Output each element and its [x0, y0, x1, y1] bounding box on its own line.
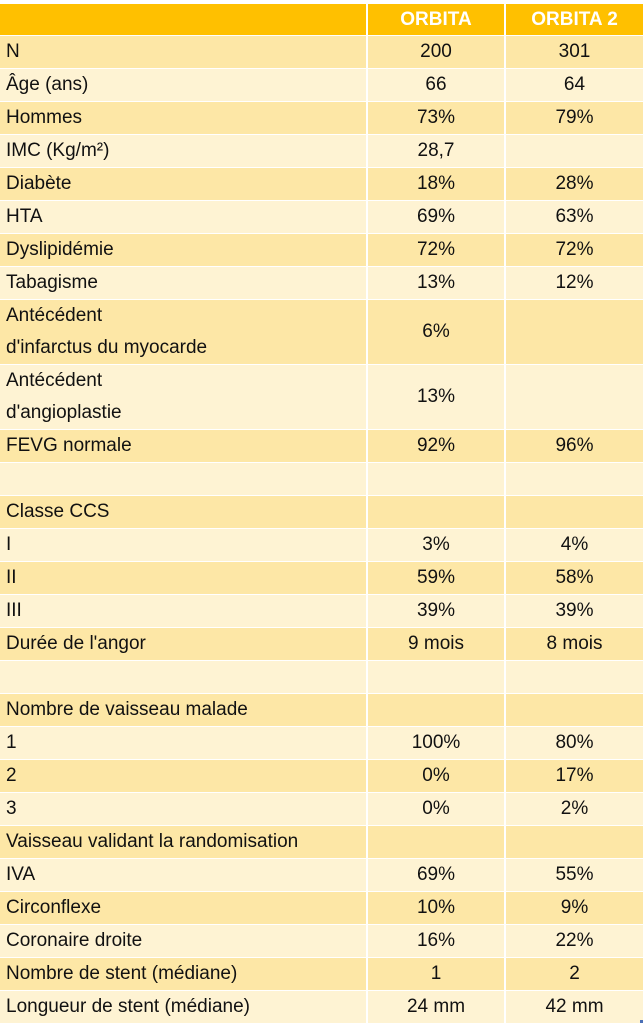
orbita-2-value: 63% [506, 201, 643, 233]
orbita-value: 69% [368, 859, 506, 891]
orbita-2-value: 64 [506, 69, 643, 101]
row-label [0, 463, 368, 495]
orbita-2-value [506, 496, 643, 528]
orbita-value: 72% [368, 234, 506, 266]
table-row [0, 595, 643, 628]
orbita-2-value: 301 [506, 36, 643, 68]
table-header-row [0, 4, 643, 36]
orbita-2-value: 58% [506, 562, 643, 594]
row-label: HTA [0, 201, 368, 233]
table-row [0, 267, 643, 300]
orbita-value [368, 694, 506, 726]
orbita-2-value: 28% [506, 168, 643, 200]
orbita-value: 28,7 [368, 135, 506, 167]
orbita-value: 24 mm [368, 991, 506, 1023]
table-row [0, 760, 643, 793]
row-label: 1 [0, 727, 368, 759]
orbita-value: 66 [368, 69, 506, 101]
orbita-2-value [506, 365, 643, 429]
table-row [0, 463, 643, 496]
orbita-2-value: 8 mois [506, 628, 643, 660]
row-label: IVA [0, 859, 368, 891]
orbita-value: 3% [368, 529, 506, 561]
orbita-2-value [506, 300, 643, 364]
row-label: Coronaire droite [0, 925, 368, 957]
row-label: Durée de l'angor [0, 628, 368, 660]
table-row [0, 36, 643, 69]
orbita-value: 18% [368, 168, 506, 200]
orbita-2-value: 96% [506, 430, 643, 462]
orbita-value: 100% [368, 727, 506, 759]
orbita-value: 92% [368, 430, 506, 462]
row-label: Hommes [0, 102, 368, 134]
row-label: Antécédent d'angioplastie [0, 365, 368, 429]
table-row [0, 793, 643, 826]
orbita-2-value: 22% [506, 925, 643, 957]
orbita-value: 200 [368, 36, 506, 68]
orbita-2-value [506, 826, 643, 858]
orbita-value: 6% [368, 300, 506, 364]
row-label: Dyslipidémie [0, 234, 368, 266]
orbita-2-value [506, 463, 643, 495]
row-label: Âge (ans) [0, 69, 368, 101]
orbita-2-value: 79% [506, 102, 643, 134]
orbita-value: 73% [368, 102, 506, 134]
table-row [0, 496, 643, 529]
orbita-value: 1 [368, 958, 506, 990]
table-row [0, 300, 643, 365]
orbita-value [368, 463, 506, 495]
orbita-2-value: 80% [506, 727, 643, 759]
table-row [0, 430, 643, 463]
table-row [0, 135, 643, 168]
comparison-table [0, 4, 643, 1024]
row-label: Longueur de stent (médiane) [0, 991, 368, 1023]
table-row [0, 234, 643, 267]
table-row [0, 727, 643, 760]
orbita-value: 13% [368, 267, 506, 299]
row-label: II [0, 562, 368, 594]
orbita-2-value: 12% [506, 267, 643, 299]
row-label: Antécédent d'infarctus du myocarde [0, 300, 368, 364]
row-label: 3 [0, 793, 368, 825]
table-row [0, 694, 643, 727]
row-label: Nombre de stent (médiane) [0, 958, 368, 990]
table-row [0, 201, 643, 234]
row-label [0, 661, 368, 693]
table-row [0, 892, 643, 925]
row-label: Circonflexe [0, 892, 368, 924]
orbita-2-value: 9% [506, 892, 643, 924]
orbita-2-value: 17% [506, 760, 643, 792]
table-row [0, 859, 643, 892]
orbita-value: 0% [368, 793, 506, 825]
orbita-2-value [506, 694, 643, 726]
table-row [0, 102, 643, 135]
row-label: FEVG normale [0, 430, 368, 462]
table-row [0, 562, 643, 595]
row-label: IMC (Kg/m²) [0, 135, 368, 167]
table-row [0, 925, 643, 958]
orbita-value [368, 496, 506, 528]
orbita-value: 69% [368, 201, 506, 233]
table-row [0, 69, 643, 102]
orbita-2-value: 42 mm [506, 991, 643, 1023]
table-row [0, 958, 643, 991]
orbita-value [368, 826, 506, 858]
orbita-2-value: 39% [506, 595, 643, 627]
orbita-2-value [506, 661, 643, 693]
table-row [0, 168, 643, 201]
header-orbita: ORBITA [368, 4, 506, 35]
orbita-value: 10% [368, 892, 506, 924]
header-label-cell [0, 4, 368, 35]
orbita-value: 0% [368, 760, 506, 792]
orbita-2-value: 55% [506, 859, 643, 891]
orbita-value: 13% [368, 365, 506, 429]
row-label: Diabète [0, 168, 368, 200]
row-label: Classe CCS [0, 496, 368, 528]
table-row [0, 365, 643, 430]
orbita-2-value [506, 135, 643, 167]
orbita-value [368, 661, 506, 693]
orbita-2-value: 4% [506, 529, 643, 561]
orbita-value: 9 mois [368, 628, 506, 660]
table-row [0, 826, 643, 859]
row-label: III [0, 595, 368, 627]
table-row [0, 628, 643, 661]
row-label: Nombre de vaisseau malade [0, 694, 368, 726]
table-row [0, 991, 643, 1024]
row-label: Tabagisme [0, 267, 368, 299]
header-orbita-2: ORBITA 2 [506, 4, 643, 35]
row-label: I [0, 529, 368, 561]
row-label: 2 [0, 760, 368, 792]
orbita-value: 39% [368, 595, 506, 627]
row-label: N [0, 36, 368, 68]
orbita-value: 16% [368, 925, 506, 957]
table-row [0, 661, 643, 694]
orbita-value: 59% [368, 562, 506, 594]
orbita-2-value: 2 [506, 958, 643, 990]
row-label: Vaisseau validant la randomisation [0, 826, 368, 858]
orbita-2-value: 2% [506, 793, 643, 825]
table-row [0, 529, 643, 562]
orbita-2-value: 72% [506, 234, 643, 266]
